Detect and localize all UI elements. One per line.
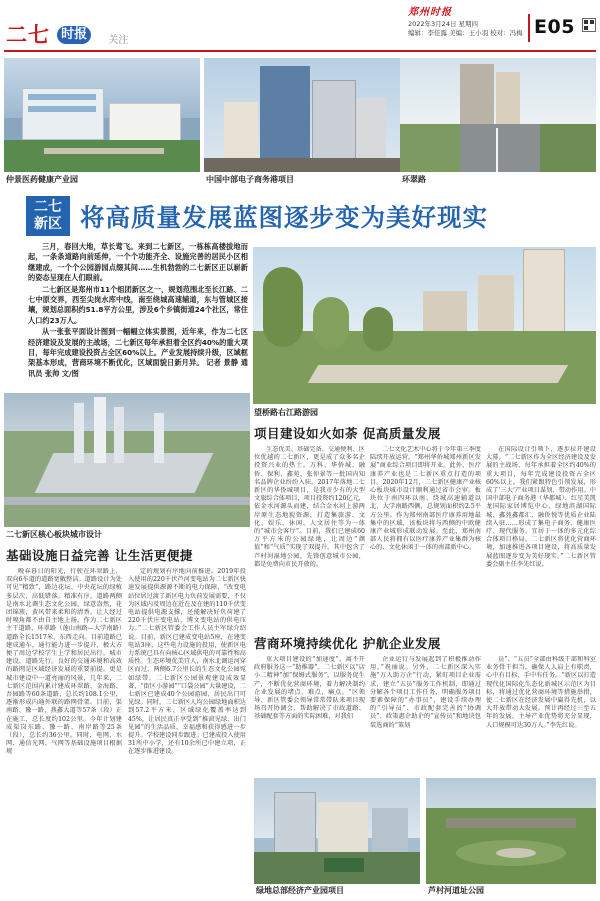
district-badge <box>26 196 70 236</box>
photo-medical-park <box>4 58 200 172</box>
photo-lucun-park <box>426 778 596 884</box>
caption-ecommerce-port: 中国中部电子商务港项目 <box>206 175 294 184</box>
section1-col2: 二七文化艺术中心将于今年第三季度陆续开放运营，“郑州华侨城郑州新区发展”商业综合项目即将开业。此外，医疗康养产业也是二七新区重点打造的项目。2020年12月，二七新区健康产业核心板块城市设计顺利通过省市会审。板块位于南四环以南、绕城高速辅道以北、大学南路西侧，总规划面积约2.5平方公里。作为郑州南部医疗康养用地最集中的区域，该板块将与西侧的中欧健康产业城形成联动发展。至此，郑州南部人民将拥有以医疗康养产业集群为核心的、文化休闲于一体的南部新中心。 <box>370 446 481 552</box>
intro-block <box>28 242 248 390</box>
header-divider <box>528 14 530 42</box>
headline-title: 将高质量发展蓝图逐步变为美好现实 <box>80 203 488 232</box>
photo-core-plan <box>4 393 250 527</box>
paper-name: 郑州时报 <box>408 7 452 18</box>
caption-wangqiao-garden: 望桥路右江路游园 <box>254 408 318 417</box>
caption-huancui-road: 环翠路 <box>402 175 426 184</box>
section-title-infrastructure: 基础设施日益完善 让生活更便捷 <box>6 548 193 563</box>
masthead-rule <box>4 50 596 52</box>
district-badge-line2: 新区 <box>34 216 62 232</box>
intro-paragraph: 从一张张平面设计图到一幅幅立体实景图，近年来，作为二七区经济建设及发展的主战场，二七新区每年承担着全区约40%的重大项目，每年完成建设投资占全区60%以上。产业发展持续升级，区域框架基本形成，营商环境不断优化，区域面貌日新月异。 记者 景静 通讯员 张帅 文/图 <box>28 327 248 378</box>
editor-credits: 编辑：李佳露 美编：王小羽 校对：冯梅 <box>408 29 523 37</box>
photo-ecommerce-port <box>204 58 400 172</box>
photo-wangqiao-garden <box>253 247 596 404</box>
masthead <box>0 0 600 58</box>
section3-col3: 员”、“五员”全部由科级干部和科室业务骨干担当，确保人人肩上有职责，心中有目标、手中有任务。“新区以打造现代化国际化生态化新城区示范区为目标，将通过优化营商环境等措施举措，使二七新区在经济发展中赢得先机，以大开放带动大发展。预计再经过三至五年的发展，主导产业优势将充分显现，人口规模可达30万人。”李先红说。 <box>486 656 596 729</box>
section3-col2: 企业运行与发展起到了积极推动作用。”祝丽说。另外，二七新区深入实施“万人助万企”行动，紧盯项目企业需求，建立“五员”服务工作机制，即通过分解各个项目工作任务，明确服务项目要素保障的“办事员”、建设手续办理的“引导员”、市政配套完善的“协调员”、政策惠企助企的“宣传员”和地块包装选商的“策划 <box>370 656 481 729</box>
section-title-business: 营商环境持续优化 护航企业发展 <box>254 636 441 651</box>
caption-core-plan: 二七新区核心板块城市设计 <box>6 530 102 539</box>
section-title-projects: 项目建设如火如荼 促高质量发展 <box>254 426 441 441</box>
section1-col1: 生态优美、基础完备、交通便利、区位优越的二七新区，更是成了众多名企投资兴业的热土。万科、华侨城、融侨、保利、鑫苑、张仲景等一批国内知名品牌企业纷纷入驻。2017年落地二七新区的华侨城项目，是我市少有的大型文旅综合体项目，项目投资约120亿元，依金水河源头而建，结合金水河上游两岸原生态地貌资源，打造集旅游、文化、娱乐、休闲、人文居住等为一体的“城市会客厅”。目前，我们已建成60万平方米的公园绿地，让周边“颜值”和“气质”实现了双提升。其中包含了芦村河湿地公园，先锋创意城市公园，都是免费向市民开放的。 <box>254 446 365 568</box>
page-number: E05 <box>534 16 575 38</box>
section2-col1: 晚春暮日的阳光，行驶在环翠路上，双向6车道的道路宽敞整洁。道路设计为处可见“精致”，路边花坛、中央花坛的绿植多层次、高低错落。精准有序，道路两侧是南水北调生态文化公园，绿意盎然，花团锦簇，黄风带来柔和的清香，让人经过时嗅角都不由自主地上扬。作为二七新区主干道路，环翠路（莲山南路—大学南路）道路全长1517米，东西走向。目前道路已建成通车，通行能力进一步提升，极大方便了周边学校学生上学和居民出行。城市建设，道路先行。良好的交通环境和高效的路网是区域经济发展的重要前提。更是城市建设中一道亮丽的风景，几年来，二七新区范围内累计建成环翠路、金海路、吾园路等60条道路，总长约108.1公里，逐渐形成内通外联的路网骨架。目前，渠南路、豫一路、燕鑫大道等57条（段）正在施工，总长度约102公里。今年计划建成渠岗东路、豫一路、南岸路等25条（段），总长约36公里。同时，电网、水网、通信光网、气网等基础设施项目根据规 <box>6 568 122 756</box>
caption-lucun-park: 芦村河道址公园 <box>428 886 484 895</box>
photo-greenland-park <box>254 778 420 884</box>
caption-medical-park: 仲景医药健康产业园 <box>6 175 78 184</box>
intro-paragraph: 二七新区是郑州市11个组团新区之一，规划范围北至长江路、二七中原交界，西至尖岗水库中线，南至绕城高速辅道，东与管城区接壤，规划总面积约51.8平方公里，涉及6个乡镇街道24个社区，常住人口约23万人。 <box>28 284 248 325</box>
section2-col2: 定的规划有序地向前推进。2019年投入使用的220千伏芦河变电站为二七新区快速发展提供源源不断的电力保障，“改变电站位居过渡了新区电力负荷发展需要，不仅为区域内及周边在近在及在建的110千伏变电站提供电源支撑，还能解决好负荷建了220千伏庄变电站，博文变电站的供电压力。”二七新区管委会工作人员主军绿介绍说。目前，新区已建成变电站5座，在建变电站3座，这些电力设施的投用，使新区电力系统已具有向核心区域供电的可靠性和高质性。生态环境优美宜人，南水北调运河穿区而过，两侧6.7公里长的生态文化公园宛如绿带。二七新区公园景观建设成效显著，“街区小游园”“口袋公园”大量建设，二七新区已建成40个公园游园，居民出门可见绿。同时，二七新区人均公园绿地面积达到57.2平方米，区域绿化覆盖率达到45%，让居民真正享受到“推窗见绿、出门见园”的生活品质，幸福感和获得感进一步提升。学校建设同步跟进。已建成投入使用31所中小学，还有10余所已中建立项，正在逐步推进建设。 <box>128 568 246 756</box>
issue-date: 2022年3月24日 星期四 <box>408 20 479 28</box>
brand-name: 二七 <box>6 23 50 47</box>
masthead-brand <box>6 24 128 46</box>
intro-paragraph: 三月，春回大地，草长莺飞。来到二七新区，一栋栋高楼拔地而起，一条条道路向前延伸，一个个功能齐全、设施完善的居民小区相继建成，一个个公园游园点缀其间……生机勃勃的二七新区正以崭新的姿态呈现在人们眼前。 <box>28 242 248 283</box>
page-tag: 关注 <box>108 35 129 46</box>
district-badge-line1: 二七 <box>34 199 62 215</box>
brand-badge: 时报 <box>57 26 91 44</box>
caption-greenland-park: 绿地总部经济产业园项目 <box>256 886 344 895</box>
qr-code-icon <box>582 18 596 32</box>
section3-col1: 重大项目建设的“加速度”，离不开政府服务这一“助推器”。二七新区以“店小二精神”加“保姆式服务”，以服务促生产，不断优化营商环境，着力解决制约企业发展的堵点、难点、痛点。“区领导、新区管委会领导常常带队来项目现场召开协调会，帮助解决了市政道路、基础配套等方面的实际困难，对我们 <box>254 656 365 721</box>
photo-huancui-road <box>400 58 596 172</box>
section1-col3: 在国际设计引领下，逐步拉开建设大幕。“二七新区作为全区经济建设及发展的主战场，每年承担着全区约40%的重大项目，每年完成建设投资占全区60%以上。我们紧跟特色引领发展，形成了‘三大’产业项目谋划、带动作用。中国中部电子商务港（华都城）、红星美凯龙国际家居博览中心、绿地滨湖国际城、鑫苑鑫都汇、融侨悦等优质企业陆续入驻……形成了集电子商务、健康医疗、现代服务、宜居于一体的多元化综合体项目格局。二七新区将优化营商环境，加速推进各项目建设，将高质量发展蓝图逐步变为美好现实。”二七新区管委会副主任李先红说。 <box>486 446 596 568</box>
